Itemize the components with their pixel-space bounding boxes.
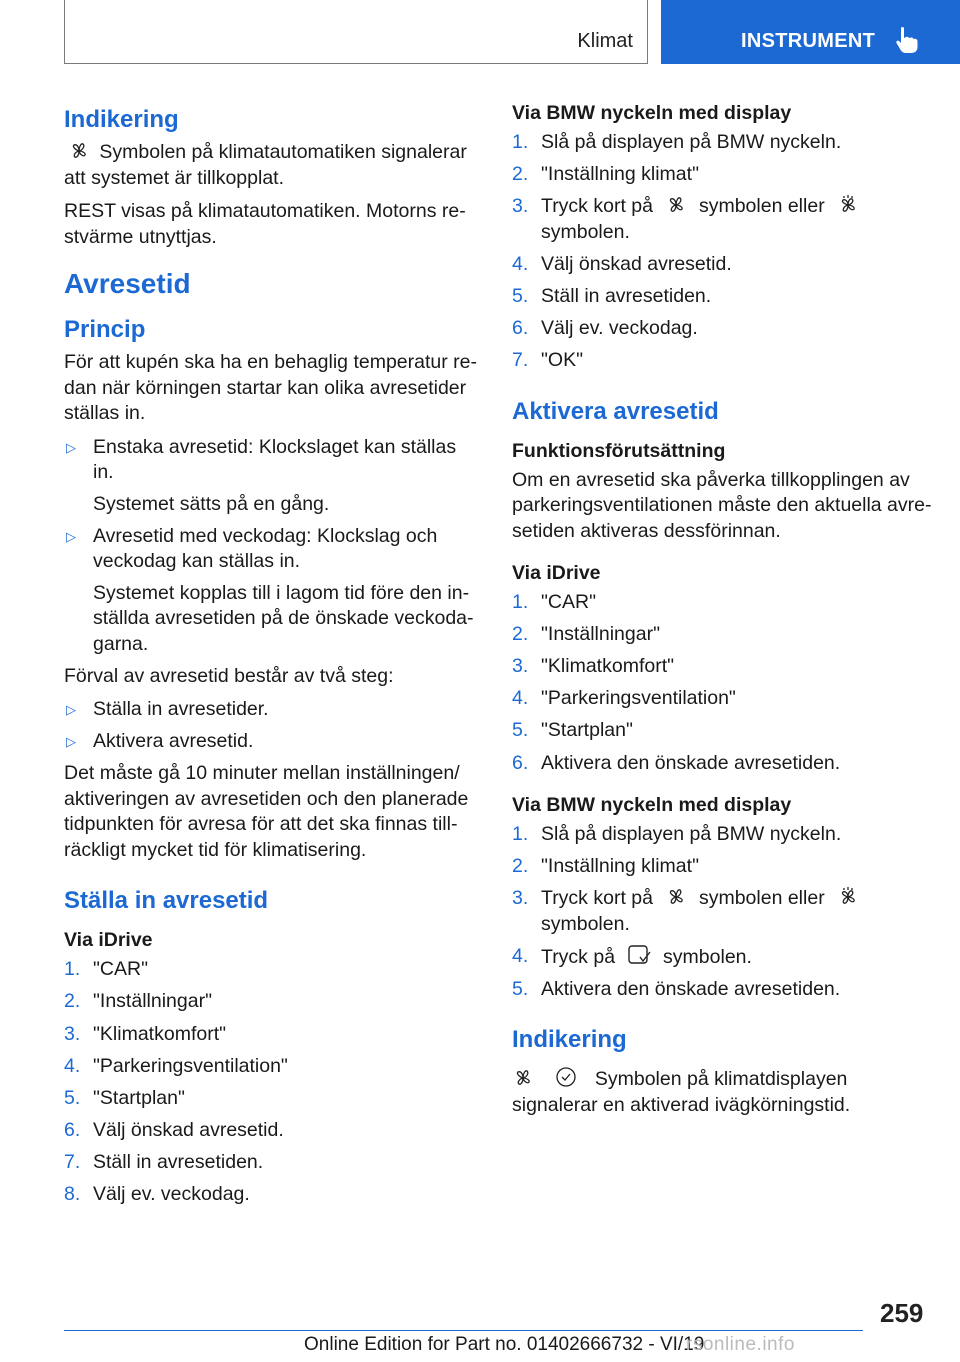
list-item: 8. Välj ev. veckodag. (64, 1183, 250, 1206)
timer-check-icon (627, 944, 651, 966)
fan-heat-icon (837, 195, 859, 215)
triangle-bullet-icon: ▷ (66, 702, 76, 718)
list-item: 6. Välj ev. veckodag. (512, 316, 698, 339)
key1-steps (512, 130, 932, 374)
fan-icon (665, 887, 687, 907)
list-item: 5. "Startplan" (64, 1086, 185, 1109)
idrive-steps (64, 957, 482, 1207)
list-item: 7. Ställ in avresetiden. (64, 1150, 264, 1173)
list-item: 5. Ställ in avresetiden. (512, 284, 712, 307)
princip-heading: Princip (64, 316, 146, 343)
triangle-bullet-icon: ▷ (66, 439, 76, 455)
list-item: 3. Tryck kort på symbolen ellersymbolen. (512, 194, 932, 245)
indikering-text-1: Symbolen på klimatautomatiken signalerar att systemet är tillkopplat. (64, 141, 467, 189)
page-number: 259 (880, 1298, 924, 1328)
key2-heading: Via BMW nyckeln med display (512, 794, 792, 817)
list-item: 1. "CAR" (512, 591, 597, 614)
list-item: 5. Aktivera den önskade avresetiden. (512, 977, 841, 1000)
triangle-bullet-icon: ▷ (66, 528, 76, 544)
aktivera-heading: Aktivera avresetid (512, 397, 719, 425)
header-chapter-tab (661, 0, 960, 64)
check-circle-icon (555, 1066, 577, 1088)
fan-icon (68, 141, 90, 161)
triangle-bullet-icon: ▷ (66, 734, 76, 750)
right-column (512, 100, 932, 1126)
indikering-paragraph (64, 140, 482, 191)
pointing-hand-icon (895, 26, 919, 54)
list-item: 1. "CAR" (64, 958, 149, 981)
edition-text: Online Edition for Part no. 01402666732 - VI/19 (304, 1334, 705, 1355)
note-paragraph: Det måste gå 10 minuter mellan inställningen/ aktiveringen av avresetiden och den planerade tidpunkten för avresa för att det ska finnas tillräckligt mycket tid för klimatisering. (64, 762, 469, 861)
fan-icon (512, 1068, 534, 1088)
list-item: 5. "Startplan" (512, 719, 633, 742)
indikering-text-2: REST visas på klimatautomatiken. Motorns restvärme utnyttjas. (64, 200, 466, 248)
idrive-heading: Via iDrive (64, 929, 153, 952)
list-item: 2. "Inställningar" (64, 990, 212, 1013)
left-column (64, 100, 482, 1214)
list-item: 1. Slå på displayen på BMW nyckeln. (512, 823, 842, 846)
stalla-heading: Ställa in avresetid (64, 887, 269, 915)
header-section-label: Klimat (577, 30, 633, 52)
bullet-list-2 (64, 697, 482, 755)
list-item: 4. "Parkeringsventilation" (64, 1054, 288, 1077)
list-item: 2. "Inställning klimat" (512, 163, 699, 186)
list-item: ▷ Avresetid med veckodag: Klockslag och veckodag kan ställas in. Systemet kopplas till i lagom tid före den inställda avresetiden på de önskade veckodagarna. (66, 524, 474, 655)
list-item: ▷ Enstaka avresetid: Klockslaget kan ställas in. Systemet sätts på en gång. (66, 435, 457, 515)
list-item: 7. "OK" (512, 349, 584, 372)
header-section-tab (64, 0, 648, 64)
list-item: 3. "Klimatkomfort" (64, 1022, 227, 1045)
key2-steps (512, 822, 932, 1002)
fan-icon (665, 195, 687, 215)
list-item: 6. Välj önskad avresetid. (64, 1118, 284, 1141)
funktion-paragraph: Om en avresetid ska påverka tillkopplingen av parkeringsventilationen måste den aktuella avresetiden aktiveras dessförinnan. (512, 468, 932, 542)
princip-paragraph: För att kupén ska ha en behaglig temperatur redan när körningen startar kan olika avresetider ställas in. (64, 351, 477, 424)
forval-paragraph: Förval av avresetid består av två steg: (64, 664, 394, 687)
header-chapter-label: INSTRUMENT (741, 30, 876, 52)
list-item: 4. "Parkeringsventilation" (512, 687, 736, 710)
list-item: 2. "Inställningar" (512, 623, 660, 646)
fan-heat-icon (837, 887, 859, 907)
idrive-steps-2 (512, 590, 932, 776)
funktion-heading: Funktionsförutsättning (512, 439, 726, 462)
list-item: ▷ Aktivera avresetid. (64, 729, 482, 755)
indikering-heading: Indikering (64, 106, 179, 133)
list-item: 3. "Klimatkomfort" (512, 655, 675, 678)
list-item: ▷ Ställa in avresetider. (64, 697, 482, 723)
footer-divider (64, 1330, 863, 1331)
list-item: 1. Slå på displayen på BMW nyckeln. (512, 131, 842, 153)
list-item: 6. Aktivera den önskade avresetiden. (512, 751, 841, 774)
key1-heading: Via BMW nyckeln med display (512, 102, 792, 124)
indikering-heading-2: Indikering (512, 1026, 627, 1054)
list-item: 4. Välj önskad avresetid. (512, 252, 732, 275)
avresetid-heading: Avresetid (64, 268, 191, 299)
watermark-text: rsonline.info (686, 1334, 795, 1355)
idrive-heading-2: Via iDrive (512, 562, 601, 585)
indikering-paragraph-2: Symbolen på klimatdisplayen signalerar en aktiverad ivägkörningstid. (512, 1068, 851, 1116)
list-item: 2. "Inställning klimat" (512, 855, 699, 878)
list-item: 4. Tryck på symbolen. (512, 944, 752, 968)
bullet-list-1 (64, 435, 482, 658)
list-item: 3. Tryck kort på symbolen ellersymbolen. (512, 886, 932, 937)
